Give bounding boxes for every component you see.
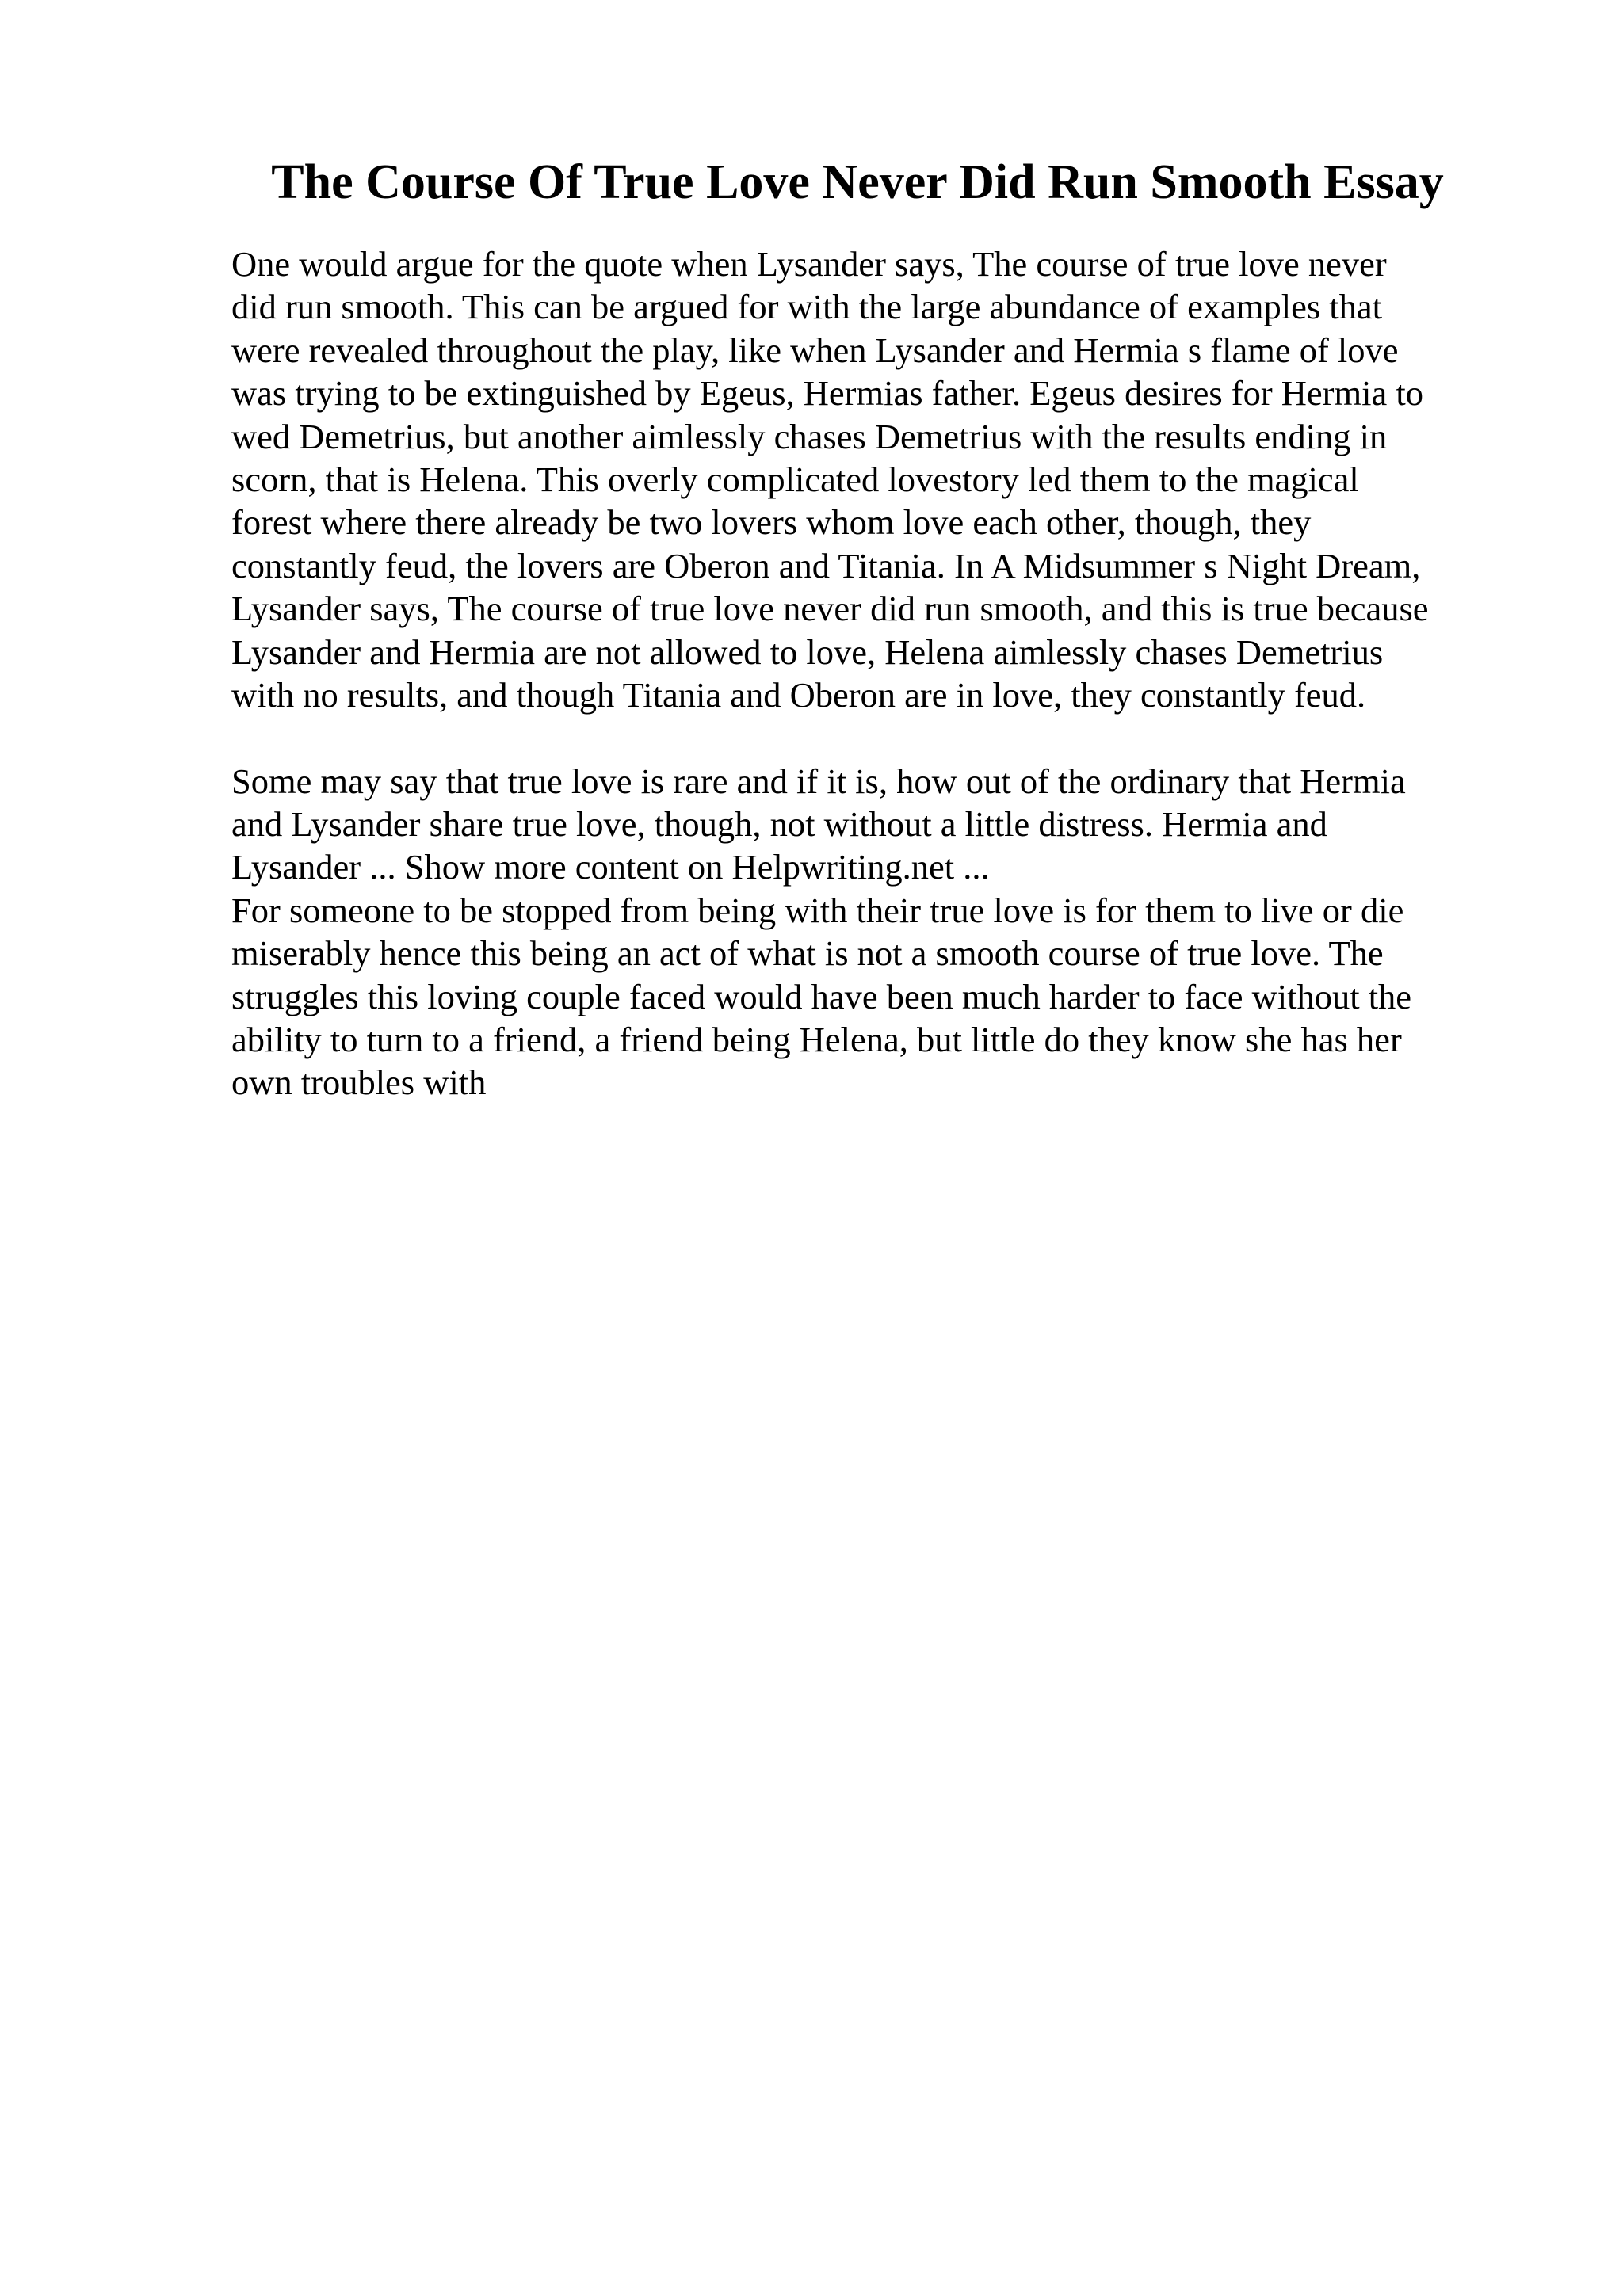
text-line: Lysander ... Show more content on Helpwriting.net ... [231, 847, 990, 887]
text-line: with no results, and though Titania and Oberon are in love, they constantly feud. [231, 674, 1366, 715]
text-line: scorn, that is Helena. This overly complicated lovestory led them to the magical [231, 459, 1359, 499]
text-line: Some may say that true love is rare and if it is, how out of the ordinary that Hermia [231, 761, 1406, 801]
text-line: wed Demetrius, but another aimlessly chases Demetrius with the results ending in [231, 416, 1388, 456]
text-line: Lysander says, The course of true love never did run smooth, and this is true because [231, 589, 1429, 629]
paragraph-gap [231, 716, 1499, 759]
paragraph-1 [231, 242, 1499, 716]
text-line: ability to turn to a friend, a friend being Helena, but little do they know she has her [231, 1020, 1402, 1060]
text-line: and Lysander share true love, though, not without a little distress. Hermia and [231, 804, 1327, 845]
document-body [231, 242, 1499, 1104]
text-line: One would argue for the quote when Lysander says, The course of true love never [231, 244, 1387, 284]
text-line: miserably hence this being an act of what is not a smooth course of true love. The [231, 933, 1384, 974]
paragraph-2 [231, 760, 1499, 1104]
text-line: were revealed throughout the play, like when Lysander and Hermia s flame of love [231, 330, 1399, 370]
text-line: own troubles with [231, 1062, 487, 1103]
text-line: did run smooth. This can be argued for with the large abundance of examples that [231, 287, 1383, 327]
text-line: was trying to be extinguished by Egeus, Hermias father. Egeus desires for Hermia to [231, 373, 1423, 414]
text-line: For someone to be stopped from being with their true love is for them to live or die [231, 890, 1404, 930]
text-line: constantly feud, the lovers are Oberon and Titania. In A Midsummer s Night Dream, [231, 545, 1421, 585]
text-line: struggles this loving couple faced would have been much harder to face without the [231, 976, 1412, 1016]
text-line: forest where there already be two lovers whom love each other, though, they [231, 502, 1312, 543]
text-line: Lysander and Hermia are not allowed to love, Helena aimlessly chases Demetrius [231, 631, 1384, 672]
document-title: The Course Of True Love Never Did Run Smooth Essay [271, 155, 1444, 209]
